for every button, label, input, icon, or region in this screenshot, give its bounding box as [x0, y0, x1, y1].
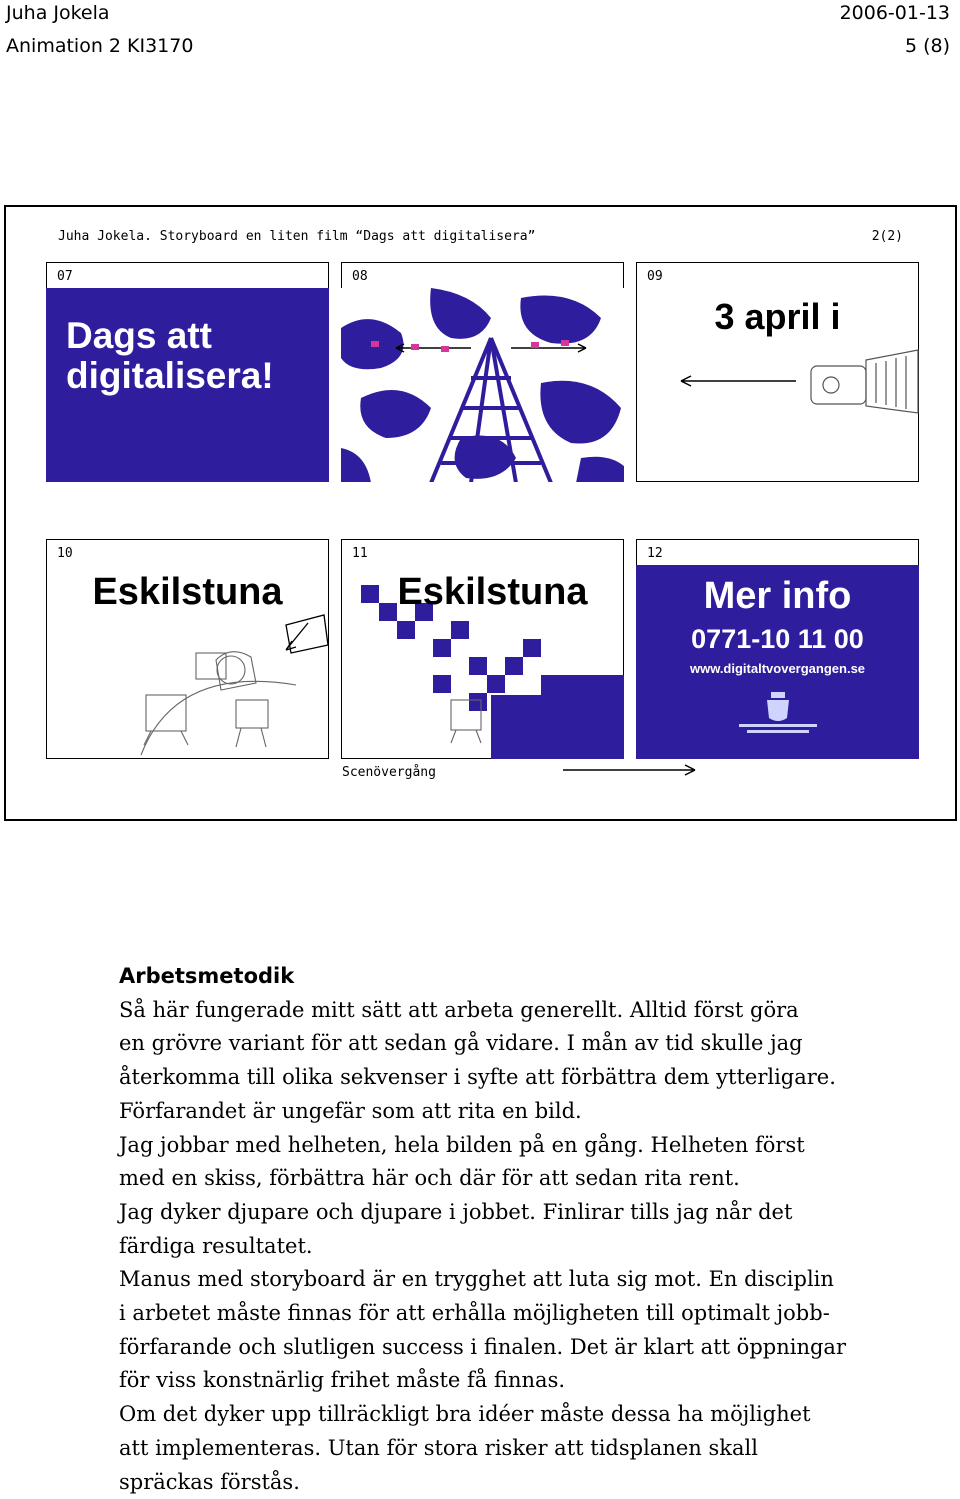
frame-title-text: Mer info: [703, 575, 852, 617]
storyboard-frame-12: [636, 539, 919, 759]
paragraph-line: Förfarandet är ungefär som att rita en bild.: [119, 1098, 582, 1123]
storyboard-title: Juha Jokela. Storyboard en liten film “Dags att digitalisera”: [58, 229, 536, 244]
frame-number: 11: [352, 546, 368, 561]
paragraph-line: att implementeras. Utan för stora risker att tidsplanen skall: [119, 1435, 758, 1460]
paragraph-line: Så här fungerade mitt sätt att arbeta generellt. Alltid först göra: [119, 997, 799, 1022]
tv-sketch-illustration: [636, 288, 919, 482]
frame-title-text: Dags att digitalisera!: [46, 288, 329, 482]
header-date: 2006-01-13: [839, 2, 950, 24]
section-heading: Arbetsmetodik: [119, 964, 295, 988]
paragraph-line: Manus med storyboard är en trygghet att luta sig mot. En disciplin: [119, 1267, 834, 1292]
info-panel: [636, 565, 919, 759]
header-page-number: 5 (8): [904, 35, 950, 57]
storyboard-frame-08: [341, 262, 624, 482]
transition-label: Scenövergång: [342, 765, 436, 780]
paragraph-line: återkomma till olika sekvenser i syfte att förbättra dem ytterligare.: [119, 1065, 836, 1090]
paragraph-line: för viss konstnärlig frihet måste få finnas.: [119, 1368, 566, 1393]
frame-number: 10: [57, 546, 73, 561]
header-course: Animation 2 KI3170: [6, 35, 194, 57]
paragraph-line: en grövre variant för att sedan gå vidare. I mån av tid skulle jag: [119, 1031, 803, 1056]
frame-title-text: Eskilstuna: [397, 571, 588, 613]
storyboard-figure: [4, 205, 957, 821]
paragraph-line: förfarande och slutligen success i finalen. Det är klart att öppningar: [119, 1334, 846, 1359]
government-crest-logo: [733, 690, 823, 738]
frame-number: 12: [647, 546, 663, 561]
storyboard-page: 2(2): [871, 229, 903, 244]
paragraph-line: spräckas förstås.: [119, 1469, 300, 1494]
transition-arrow-icon: [561, 760, 701, 780]
article-body: [119, 960, 879, 1499]
storyboard-frame-10: [46, 539, 329, 759]
frame-title-text: Eskilstuna: [92, 571, 283, 613]
paragraph-line: Om det dyker upp tillräckligt bra idéer måste dessa ha möjlighet: [119, 1402, 811, 1427]
header-author: Juha Jokela: [6, 2, 110, 24]
info-phone: 0771-10 11 00: [691, 624, 864, 654]
character-sketch-illustration: [46, 565, 329, 759]
paragraph-line: med en skiss, förbättra här och där för att sedan rita rent.: [119, 1166, 740, 1191]
info-url: www.digitaltvovergangen.se: [689, 661, 866, 676]
frame-number: 08: [352, 269, 368, 284]
storyboard-frame-09: [636, 262, 919, 482]
paragraph-line: i arbetet måste finnas för att erhålla möjligheten till optimalt jobb-: [119, 1301, 830, 1326]
frame-number: 07: [57, 269, 73, 284]
frame-number: 09: [647, 269, 663, 284]
paragraph-line: färdiga resultatet.: [119, 1233, 313, 1258]
frame-title-text: 3 april i: [714, 296, 841, 337]
storyboard-frame-07: [46, 262, 329, 482]
paragraph-line: Jag dyker djupare och djupare i jobbet. Finlirar tills jag når det: [119, 1199, 793, 1224]
storyboard-frame-11: [341, 539, 624, 759]
cow-pattern-tower-illustration: [341, 288, 624, 482]
paragraph-line: Jag jobbar med helheten, hela bilden på en gång. Helheten först: [119, 1132, 805, 1157]
